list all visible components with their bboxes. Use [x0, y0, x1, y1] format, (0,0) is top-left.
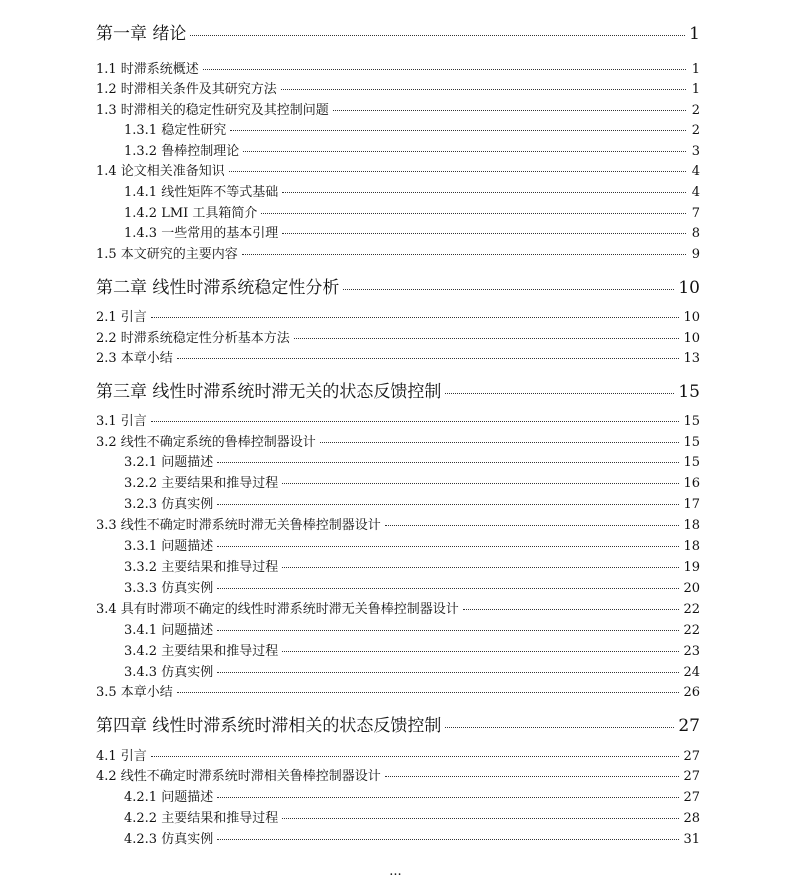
- toc-entry-title: 4.2.2 主要结果和推导过程: [124, 811, 279, 826]
- toc-dot-leader: [445, 727, 674, 728]
- toc-dot-leader: [282, 483, 679, 484]
- toc-entry-page-number: 15: [683, 414, 700, 429]
- toc-dot-leader: [282, 651, 679, 652]
- toc-entry-subsection[interactable]: [124, 119, 700, 137]
- toc-entry-page-number: 16: [683, 476, 700, 491]
- toc-entry-title: 4.2.1 问题描述: [124, 790, 214, 805]
- toc-entry-page-number: 10: [678, 278, 700, 298]
- toc-dot-leader: [294, 338, 680, 339]
- toc-dot-leader: [282, 567, 679, 568]
- toc-entry-page-number: 27: [683, 749, 700, 764]
- toc-dot-leader: [190, 35, 685, 36]
- toc-dot-leader: [385, 776, 680, 777]
- toc-entry-title: 第四章 线性时滞系统时滞相关的状态反馈控制: [96, 716, 442, 736]
- toc-dot-leader: [261, 213, 686, 214]
- toc-entry-title: 1.3.2 鲁棒控制理论: [124, 144, 240, 159]
- toc-entry-chapter[interactable]: [96, 273, 700, 298]
- toc-entry-page-number: 22: [683, 602, 700, 617]
- toc-entry-title: 第二章 线性时滞系统稳定性分析: [96, 278, 340, 298]
- toc-entry-page-number: 3: [691, 144, 700, 159]
- toc-entry-page-number: 26: [683, 685, 700, 700]
- toc-entry-section[interactable]: [96, 431, 700, 449]
- toc-entry-title: 3.3.1 问题描述: [124, 539, 214, 554]
- toc-dot-leader: [343, 289, 674, 290]
- toc-entry-page-number: 4: [691, 185, 700, 200]
- toc-entry-title: 3.3 线性不确定时滞系统时滞无关鲁棒控制器设计: [96, 518, 381, 533]
- toc-entry-section[interactable]: [96, 681, 700, 699]
- toc-entry-subsection[interactable]: [124, 493, 700, 511]
- toc-entry-title: 2.1 引言: [96, 310, 147, 325]
- toc-entry-title: 3.2 线性不确定系统的鲁棒控制器设计: [96, 435, 316, 450]
- toc-dot-leader: [282, 818, 679, 819]
- toc-dot-leader: [217, 546, 679, 547]
- toc-dot-leader: [217, 588, 679, 589]
- toc-entry-title: 3.2.1 问题描述: [124, 455, 214, 470]
- toc-entry-section[interactable]: [96, 514, 700, 532]
- toc-entry-title: 3.4.2 主要结果和推导过程: [124, 644, 279, 659]
- toc-entry-title: 3.5 本章小结: [96, 685, 173, 700]
- toc-dot-leader: [177, 692, 680, 693]
- toc-entry-title: 1.2 时滞相关条件及其研究方法: [96, 82, 277, 97]
- toc-dot-leader: [445, 393, 674, 394]
- toc-entry-section[interactable]: [96, 99, 700, 117]
- toc-entry-section[interactable]: [96, 78, 700, 96]
- toc-entry-subsection[interactable]: [124, 786, 700, 804]
- toc-entry-page-number: 10: [683, 331, 700, 346]
- toc-entry-section[interactable]: [96, 745, 700, 763]
- toc-dot-leader: [320, 442, 680, 443]
- toc-entry-subsection[interactable]: [124, 619, 700, 637]
- toc-entry-page-number: 24: [683, 665, 700, 680]
- toc-dot-leader: [385, 525, 680, 526]
- toc-dot-leader: [151, 421, 680, 422]
- toc-entry-page-number: 1: [689, 24, 700, 44]
- toc-dot-leader: [203, 69, 686, 70]
- toc-entry-title: 1.3.1 稳定性研究: [124, 123, 227, 138]
- toc-entry-subsection[interactable]: [124, 202, 700, 220]
- toc-entry-title: 2.3 本章小结: [96, 351, 173, 366]
- toc-entry-title: 1.4.3 一些常用的基本引理: [124, 226, 279, 241]
- toc-entry-page-number: 2: [691, 103, 700, 118]
- toc-entry-title: 3.4 具有时滞项不确定的线性时滞系统时滞无关鲁棒控制器设计: [96, 602, 459, 617]
- toc-entry-title: 3.2.2 主要结果和推导过程: [124, 476, 279, 491]
- toc-entry-title: 1.4.1 线性矩阵不等式基础: [124, 185, 279, 200]
- toc-entry-page-number: 15: [678, 382, 700, 402]
- toc-entry-subsection[interactable]: [124, 828, 700, 846]
- toc-entry-title: 1.4 论文相关准备知识: [96, 164, 225, 179]
- toc-entry-title: 1.5 本文研究的主要内容: [96, 247, 238, 262]
- toc-entry-subsection[interactable]: [124, 451, 700, 469]
- toc-entry-title: 3.2.3 仿真实例: [124, 497, 214, 512]
- toc-entry-page-number: 7: [691, 206, 700, 221]
- toc-dot-leader: [151, 317, 680, 318]
- toc-entry-section[interactable]: [96, 327, 700, 345]
- toc-entry-section[interactable]: [96, 160, 700, 178]
- toc-entry-subsection[interactable]: [124, 472, 700, 490]
- toc-entry-section[interactable]: [96, 765, 700, 783]
- toc-entry-page-number: 17: [683, 497, 700, 512]
- toc-entry-page-number: 9: [691, 247, 700, 262]
- toc-entry-page-number: 2: [691, 123, 700, 138]
- toc-entry-section[interactable]: [96, 58, 700, 76]
- toc-dot-leader: [229, 171, 686, 172]
- toc-entry-subsection[interactable]: [124, 577, 700, 595]
- toc-entry-subsection[interactable]: [124, 640, 700, 658]
- toc-entry-chapter[interactable]: [96, 377, 700, 402]
- toc-entry-title: 2.2 时滞系统稳定性分析基本方法: [96, 331, 290, 346]
- toc-entry-section[interactable]: [96, 347, 700, 365]
- toc-entry-section[interactable]: [96, 598, 700, 616]
- toc-entry-page-number: 18: [683, 518, 700, 533]
- toc-entry-page-number: 31: [683, 832, 700, 847]
- toc-entry-page-number: 15: [683, 455, 700, 470]
- toc-dot-leader: [463, 609, 680, 610]
- toc-entry-page-number: 13: [683, 351, 700, 366]
- toc-entry-page-number: 15: [683, 435, 700, 450]
- toc-entry-subsection[interactable]: [124, 222, 700, 240]
- toc-dot-leader: [217, 630, 679, 631]
- toc-entry-title: 1.3 时滞相关的稳定性研究及其控制问题: [96, 103, 329, 118]
- toc-dot-leader: [217, 839, 679, 840]
- toc-entry-title: 4.2 线性不确定时滞系统时滞相关鲁棒控制器设计: [96, 769, 381, 784]
- toc-dot-leader: [282, 233, 686, 234]
- toc-dot-leader: [217, 462, 679, 463]
- toc-entry-title: 3.4.3 仿真实例: [124, 665, 214, 680]
- toc-dot-leader: [333, 110, 686, 111]
- toc-entry-title: 1.1 时滞系统概述: [96, 62, 199, 77]
- toc-dot-leader: [217, 504, 679, 505]
- toc-entry-title: 4.1 引言: [96, 749, 147, 764]
- page-footer-ellipsis: ...: [389, 864, 402, 879]
- toc-entry-page-number: 19: [683, 560, 700, 575]
- toc-dot-leader: [217, 797, 679, 798]
- toc-entry-title: 4.2.3 仿真实例: [124, 832, 214, 847]
- toc-entry-page-number: 27: [683, 790, 700, 805]
- toc-entry-page-number: 1: [691, 62, 700, 77]
- toc-entry-section[interactable]: [96, 410, 700, 428]
- toc-entry-page-number: 27: [683, 769, 700, 784]
- toc-entry-page-number: 10: [683, 310, 700, 325]
- toc-entry-section[interactable]: [96, 243, 700, 261]
- toc-entry-title: 3.3.2 主要结果和推导过程: [124, 560, 279, 575]
- toc-entry-title: 3.3.3 仿真实例: [124, 581, 214, 596]
- toc-entry-page-number: 20: [683, 581, 700, 596]
- toc-entry-title: 3.1 引言: [96, 414, 147, 429]
- toc-entry-page-number: 27: [678, 716, 700, 736]
- toc-entry-title: 第三章 线性时滞系统时滞无关的状态反馈控制: [96, 382, 442, 402]
- toc-dot-leader: [242, 254, 686, 255]
- toc-entry-page-number: 22: [683, 623, 700, 638]
- toc-dot-leader: [151, 756, 680, 757]
- toc-entry-page-number: 1: [691, 82, 700, 97]
- toc-entry-subsection[interactable]: [124, 140, 700, 158]
- toc-entry-subsection[interactable]: [124, 181, 700, 199]
- toc-entry-chapter[interactable]: [96, 19, 700, 44]
- toc-dot-leader: [282, 192, 686, 193]
- toc-entry-page-number: 23: [683, 644, 700, 659]
- toc-entry-title: 1.4.2 LMI 工具箱简介: [124, 206, 258, 221]
- toc-dot-leader: [230, 130, 686, 131]
- toc-entry-subsection[interactable]: [124, 556, 700, 574]
- toc-entry-title: 第一章 绪论: [96, 24, 187, 44]
- toc-entry-chapter[interactable]: [96, 711, 700, 736]
- toc-entry-title: 3.4.1 问题描述: [124, 623, 214, 638]
- toc-entry-subsection[interactable]: [124, 807, 700, 825]
- toc-entry-page-number: 28: [683, 811, 700, 826]
- toc-entry-subsection[interactable]: [124, 535, 700, 553]
- toc-dot-leader: [177, 358, 680, 359]
- toc-entry-subsection[interactable]: [124, 661, 700, 679]
- toc-dot-leader: [243, 151, 686, 152]
- toc-entry-page-number: 8: [691, 226, 700, 241]
- toc-entry-section[interactable]: [96, 306, 700, 324]
- toc-entry-page-number: 18: [683, 539, 700, 554]
- toc-entry-page-number: 4: [691, 164, 700, 179]
- toc-dot-leader: [217, 672, 679, 673]
- toc-dot-leader: [281, 89, 686, 90]
